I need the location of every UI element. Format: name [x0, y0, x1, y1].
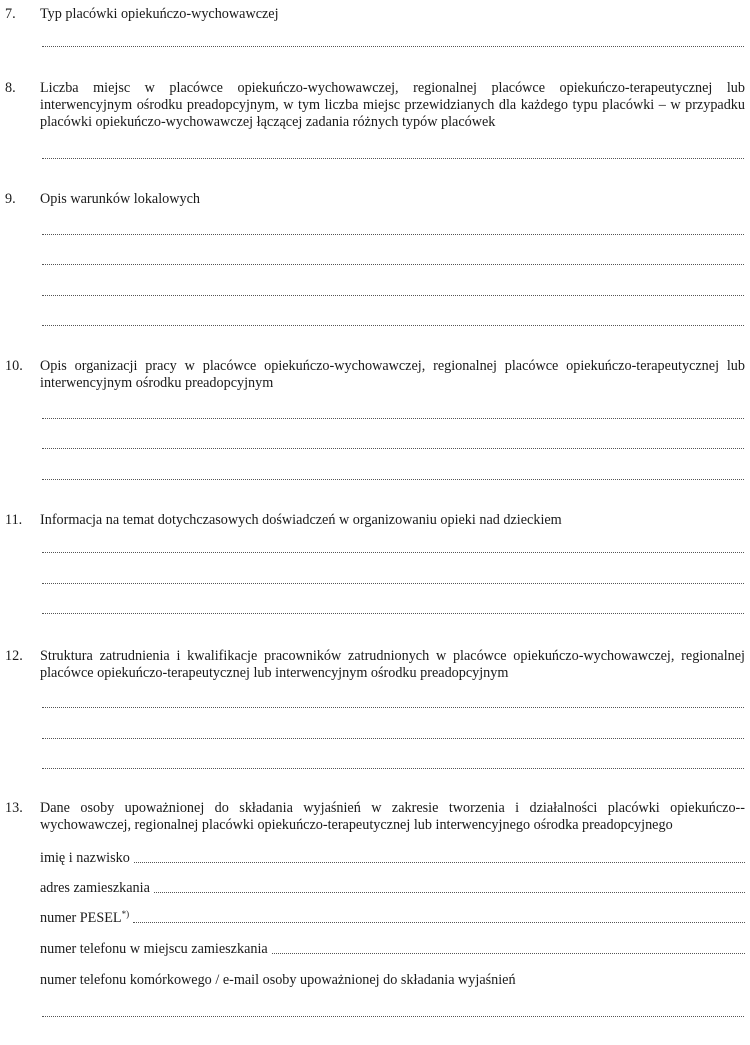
- section-11-title: Informacja na temat dotychczasowych doświadczeń w organizowaniu opieki nad dzieckiem: [40, 512, 562, 528]
- section-10-answer-line-1[interactable]: [42, 418, 744, 419]
- name-field[interactable]: [40, 850, 745, 867]
- section-9-answer-line-3[interactable]: [42, 295, 744, 296]
- name-field-label: imię i nazwisko: [40, 850, 130, 866]
- section-9-answer-line-2[interactable]: [42, 264, 744, 265]
- section-10-number: 10.: [5, 358, 23, 374]
- section-9-answer-line-4[interactable]: [42, 325, 744, 326]
- home-phone-field-line[interactable]: [272, 953, 745, 954]
- section-12-answer-line-2[interactable]: [42, 738, 744, 739]
- section-13-number: 13.: [5, 800, 23, 816]
- section-13-title: Dane osoby upoważnionej do składania wyjaśnień w zakresie tworzenia i działalności placówki opiekuńczo--wychowawczej, regionalnej placówki opiekuńczo-terapeutycznej lub interwencyjnego ośrodka preadopcyjnego: [40, 800, 745, 833]
- section-7-answer-line[interactable]: [42, 46, 744, 47]
- name-field-line[interactable]: [134, 862, 745, 863]
- section-12-title: Struktura zatrudnienia i kwalifikacje pracowników zatrudnionych w placówce opiekuńczo-wychowawczej, regionalnej placówce opiekuńczo-terapeutycznej lub interwencyjnym ośrodku preadopcyjnym: [40, 648, 745, 681]
- section-10-answer-line-2[interactable]: [42, 448, 744, 449]
- section-9-answer-line-1[interactable]: [42, 234, 744, 235]
- section-10-title: Opis organizacji pracy w placówce opiekuńczo-wychowawczej, regionalnej placówce opiekuńczo-terapeutycznej lub interwencyjnym ośrodku preadopcyjnym: [40, 358, 745, 391]
- pesel-footnote-marker: *): [121, 909, 130, 919]
- mobile-email-field-line[interactable]: [42, 1016, 744, 1017]
- pesel-field[interactable]: [40, 910, 745, 927]
- section-7-title: Typ placówki opiekuńczo-wychowawczej: [40, 6, 279, 22]
- home-phone-field[interactable]: [40, 941, 745, 958]
- section-8-answer-line[interactable]: [42, 158, 744, 159]
- pesel-field-line[interactable]: [133, 922, 745, 923]
- section-8-number: 8.: [5, 80, 16, 96]
- section-7-number: 7.: [5, 6, 16, 22]
- address-field[interactable]: [40, 880, 745, 897]
- section-12-answer-line-3[interactable]: [42, 768, 744, 769]
- pesel-field-label-wrap: [40, 910, 133, 927]
- section-9-title: Opis warunków lokalowych: [40, 191, 200, 207]
- section-12-answer-line-1[interactable]: [42, 707, 744, 708]
- section-8-title: Liczba miejsc w placówce opiekuńczo-wychowawczej, regionalnej placówce opiekuńczo-terapeutycznej lub interwencyjnym ośrodku preadopcyjnym, w tym liczba miejsc przewidzianych dla każdego typu placówki – w przypadku placówki opiekuńczo-wychowawczej łączącej zadania różnych typów placówek: [40, 80, 745, 130]
- section-9-number: 9.: [5, 191, 16, 207]
- section-11-answer-line-3[interactable]: [42, 613, 744, 614]
- pesel-field-label: numer PESEL: [40, 910, 122, 926]
- address-field-line[interactable]: [154, 892, 745, 893]
- section-10-answer-line-3[interactable]: [42, 479, 744, 480]
- home-phone-field-label: numer telefonu w miejscu zamieszkania: [40, 941, 268, 957]
- mobile-email-field-label: numer telefonu komórkowego / e-mail osoby upoważnionej do składania wyjaśnień: [40, 972, 516, 988]
- address-field-label: adres zamieszkania: [40, 880, 150, 896]
- section-11-number: 11.: [5, 512, 23, 528]
- section-12-number: 12.: [5, 648, 23, 664]
- section-11-answer-line-2[interactable]: [42, 583, 744, 584]
- section-11-answer-line-1[interactable]: [42, 552, 744, 553]
